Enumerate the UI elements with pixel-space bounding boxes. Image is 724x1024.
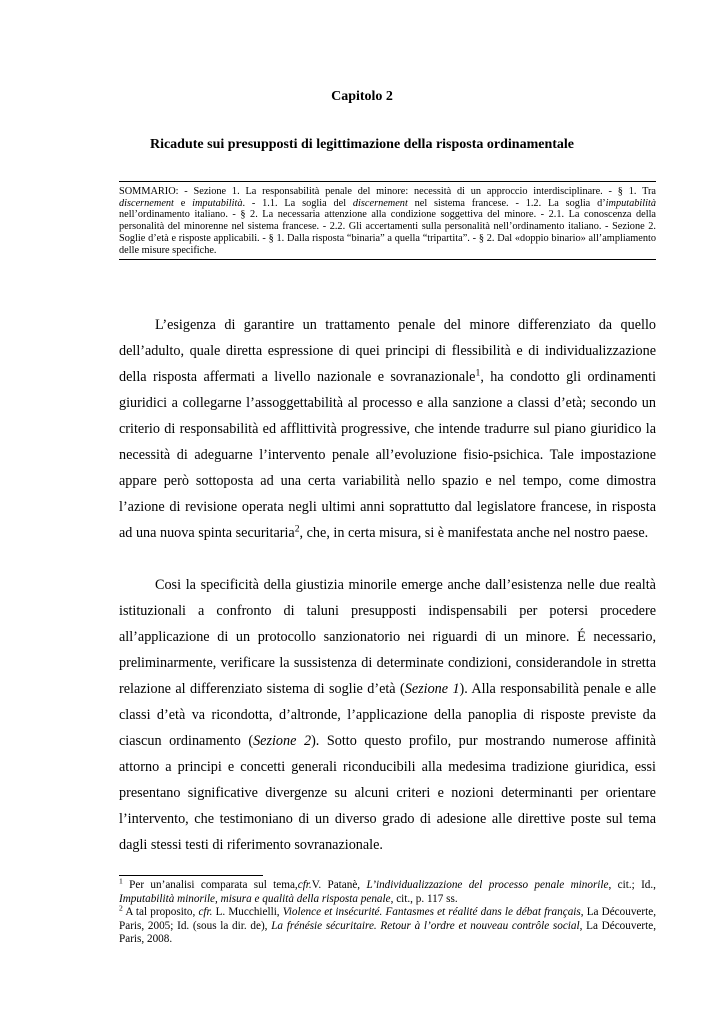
footnote-ref-2[interactable]: 2 xyxy=(294,523,300,535)
paragraph-text: , che, in certa misura, si è manifestata anche nel nostro paese. xyxy=(299,525,649,541)
summary-italic: discernement xyxy=(119,197,174,209)
footnote-divider xyxy=(119,875,263,876)
summary-box xyxy=(119,181,656,260)
footnote-text: Per un’analisi comparata sul tema, xyxy=(122,879,298,891)
chapter-title: Ricadute sui presupposti di legittimazione della risposta ordinamentale xyxy=(149,137,575,152)
footnote-number: 1 xyxy=(119,876,123,886)
footnote-italic: Imputabilità minorile, misura e qualità della risposta penale xyxy=(119,892,391,905)
summary-italic: imputabilità xyxy=(605,197,656,209)
paragraph-1 xyxy=(119,312,656,546)
paragraph-text: ). Sotto questo profilo, pur mostrando numerose affinità attorno a principi e concetti generali riconducibili alla medesima tradizione giuridica, essi presentano significative divergenze su alcuni criteri e nozioni determinanti per orientare l’intervento, che testimoniano di un diverso grado di adesione alle direttive poste sul tema dagli stessi testi di riferimento sovranazionale. xyxy=(119,733,656,853)
paragraph-text: L’esigenza di garantire un trattamento penale del minore differenziato da quello dell’adulto, quale diretta espressione di quei principi di flessibilità e di individualizzazione della risposta affermati a livello nazionale e sovranazionale xyxy=(119,317,656,385)
footnote-1 xyxy=(119,876,656,906)
footnote-italic: Violence et insécurité. Fantasmes et réalité dans le débat français xyxy=(282,906,581,919)
footnote-text: , cit.; Id., xyxy=(608,879,656,891)
summary-text: nel sistema francese. - 1.2. La soglia d’ xyxy=(407,197,606,209)
summary-italic: discernement xyxy=(352,197,408,209)
summary-italic: imputabilità xyxy=(192,197,243,209)
footnote-italic: cfr. xyxy=(297,879,312,891)
footnote-text: , La Découverte, Paris, 2008. xyxy=(119,919,657,946)
summary-text: nell’ordinamento italiano. - § 2. La necessaria attenzione alla condizione soggettiva del minore. - 2.1. La conoscenza della personalità del minorenne nel sistema francese. - 2.2. Gli accertamenti sulla personalità nell’ordinamento italiano. - Sezione 2. Soglie d’età e risposte applicabili. - § 1. Dalla risposta “binaria” a quella “tripartita”. - § 2. Dal «doppio binario» all’ampliamento delle misure specifiche. xyxy=(119,209,656,256)
footnote-text: , La Découverte, Paris, 2005; Id. (sous la dir. de), xyxy=(119,906,656,932)
chapter-heading: Capitolo 2 xyxy=(331,89,393,104)
paragraph-text: ). Alla responsabilità penale e alle classi d’età va ricondotta, d’altronde, l’applicazione della panoplia di risposte previste da ciascun ordinamento ( xyxy=(119,681,656,749)
footnotes xyxy=(119,876,657,947)
footnote-text: V. Patanè, xyxy=(311,879,367,891)
footnote-ref-1[interactable]: 1 xyxy=(475,367,481,379)
paragraph-2 xyxy=(119,572,656,858)
footnote-text: A tal proposito, xyxy=(122,906,199,919)
footnote-italic: L’individualizzazione del processo penale minorile xyxy=(366,879,609,891)
footnote-text: , cit., p. 117 ss. xyxy=(390,892,458,905)
footnote-italic: cfr. xyxy=(198,906,213,919)
footnote-2 xyxy=(119,903,657,947)
section-ref-1: Sezione 1 xyxy=(404,681,460,697)
summary-text: SOMMARIO: - Sezione 1. La responsabilità penale del minore: necessità di un approccio interdisciplinare. - § 1. Tra xyxy=(119,186,656,197)
section-ref-2: Sezione 2 xyxy=(253,733,312,749)
body-text xyxy=(119,312,656,858)
paragraph-text: Cosi la specificità della giustizia minorile emerge anche dall’esistenza nelle due realtà istituzionali a confronto di taluni presupposti indispensabili per potersi procedere all’applicazione di un protocollo sanzionatorio nei riguardi di un minore. É necessario, preliminarmente, verificare la sussistenza di determinate condizioni, considerandole in stretta relazione al differenziato sistema di soglie d’età ( xyxy=(119,577,656,697)
footnote-italic: La frénésie sécuritaire. Retour à l’ordre et nouveau contrôle social xyxy=(271,919,580,932)
summary-text: e xyxy=(173,197,193,209)
footnote-text: L. Mucchielli, xyxy=(212,906,283,919)
paragraph-text: , ha condotto gli ordinamenti giuridici a collegarne l’assoggettabilità al processo e alla sanzione a classi d’età; secondo un criterio di responsabilità ed afflittività progressive, che intende tradurre sul piano giuridico la necessità di adeguarne l’intervento penale all’evoluzione fisio-psichica. Tale impostazione appare però sottoposta ad una certa variabilità nello spazio e nel tempo, come dimostra l’azione di revisione operata negli ultimi anni soprattutto dal legislatore francese, in risposta ad una nuova spinta securitaria xyxy=(119,369,657,541)
summary-text: . - 1.1. La soglia del xyxy=(242,197,353,209)
footnote-number: 2 xyxy=(119,903,123,913)
